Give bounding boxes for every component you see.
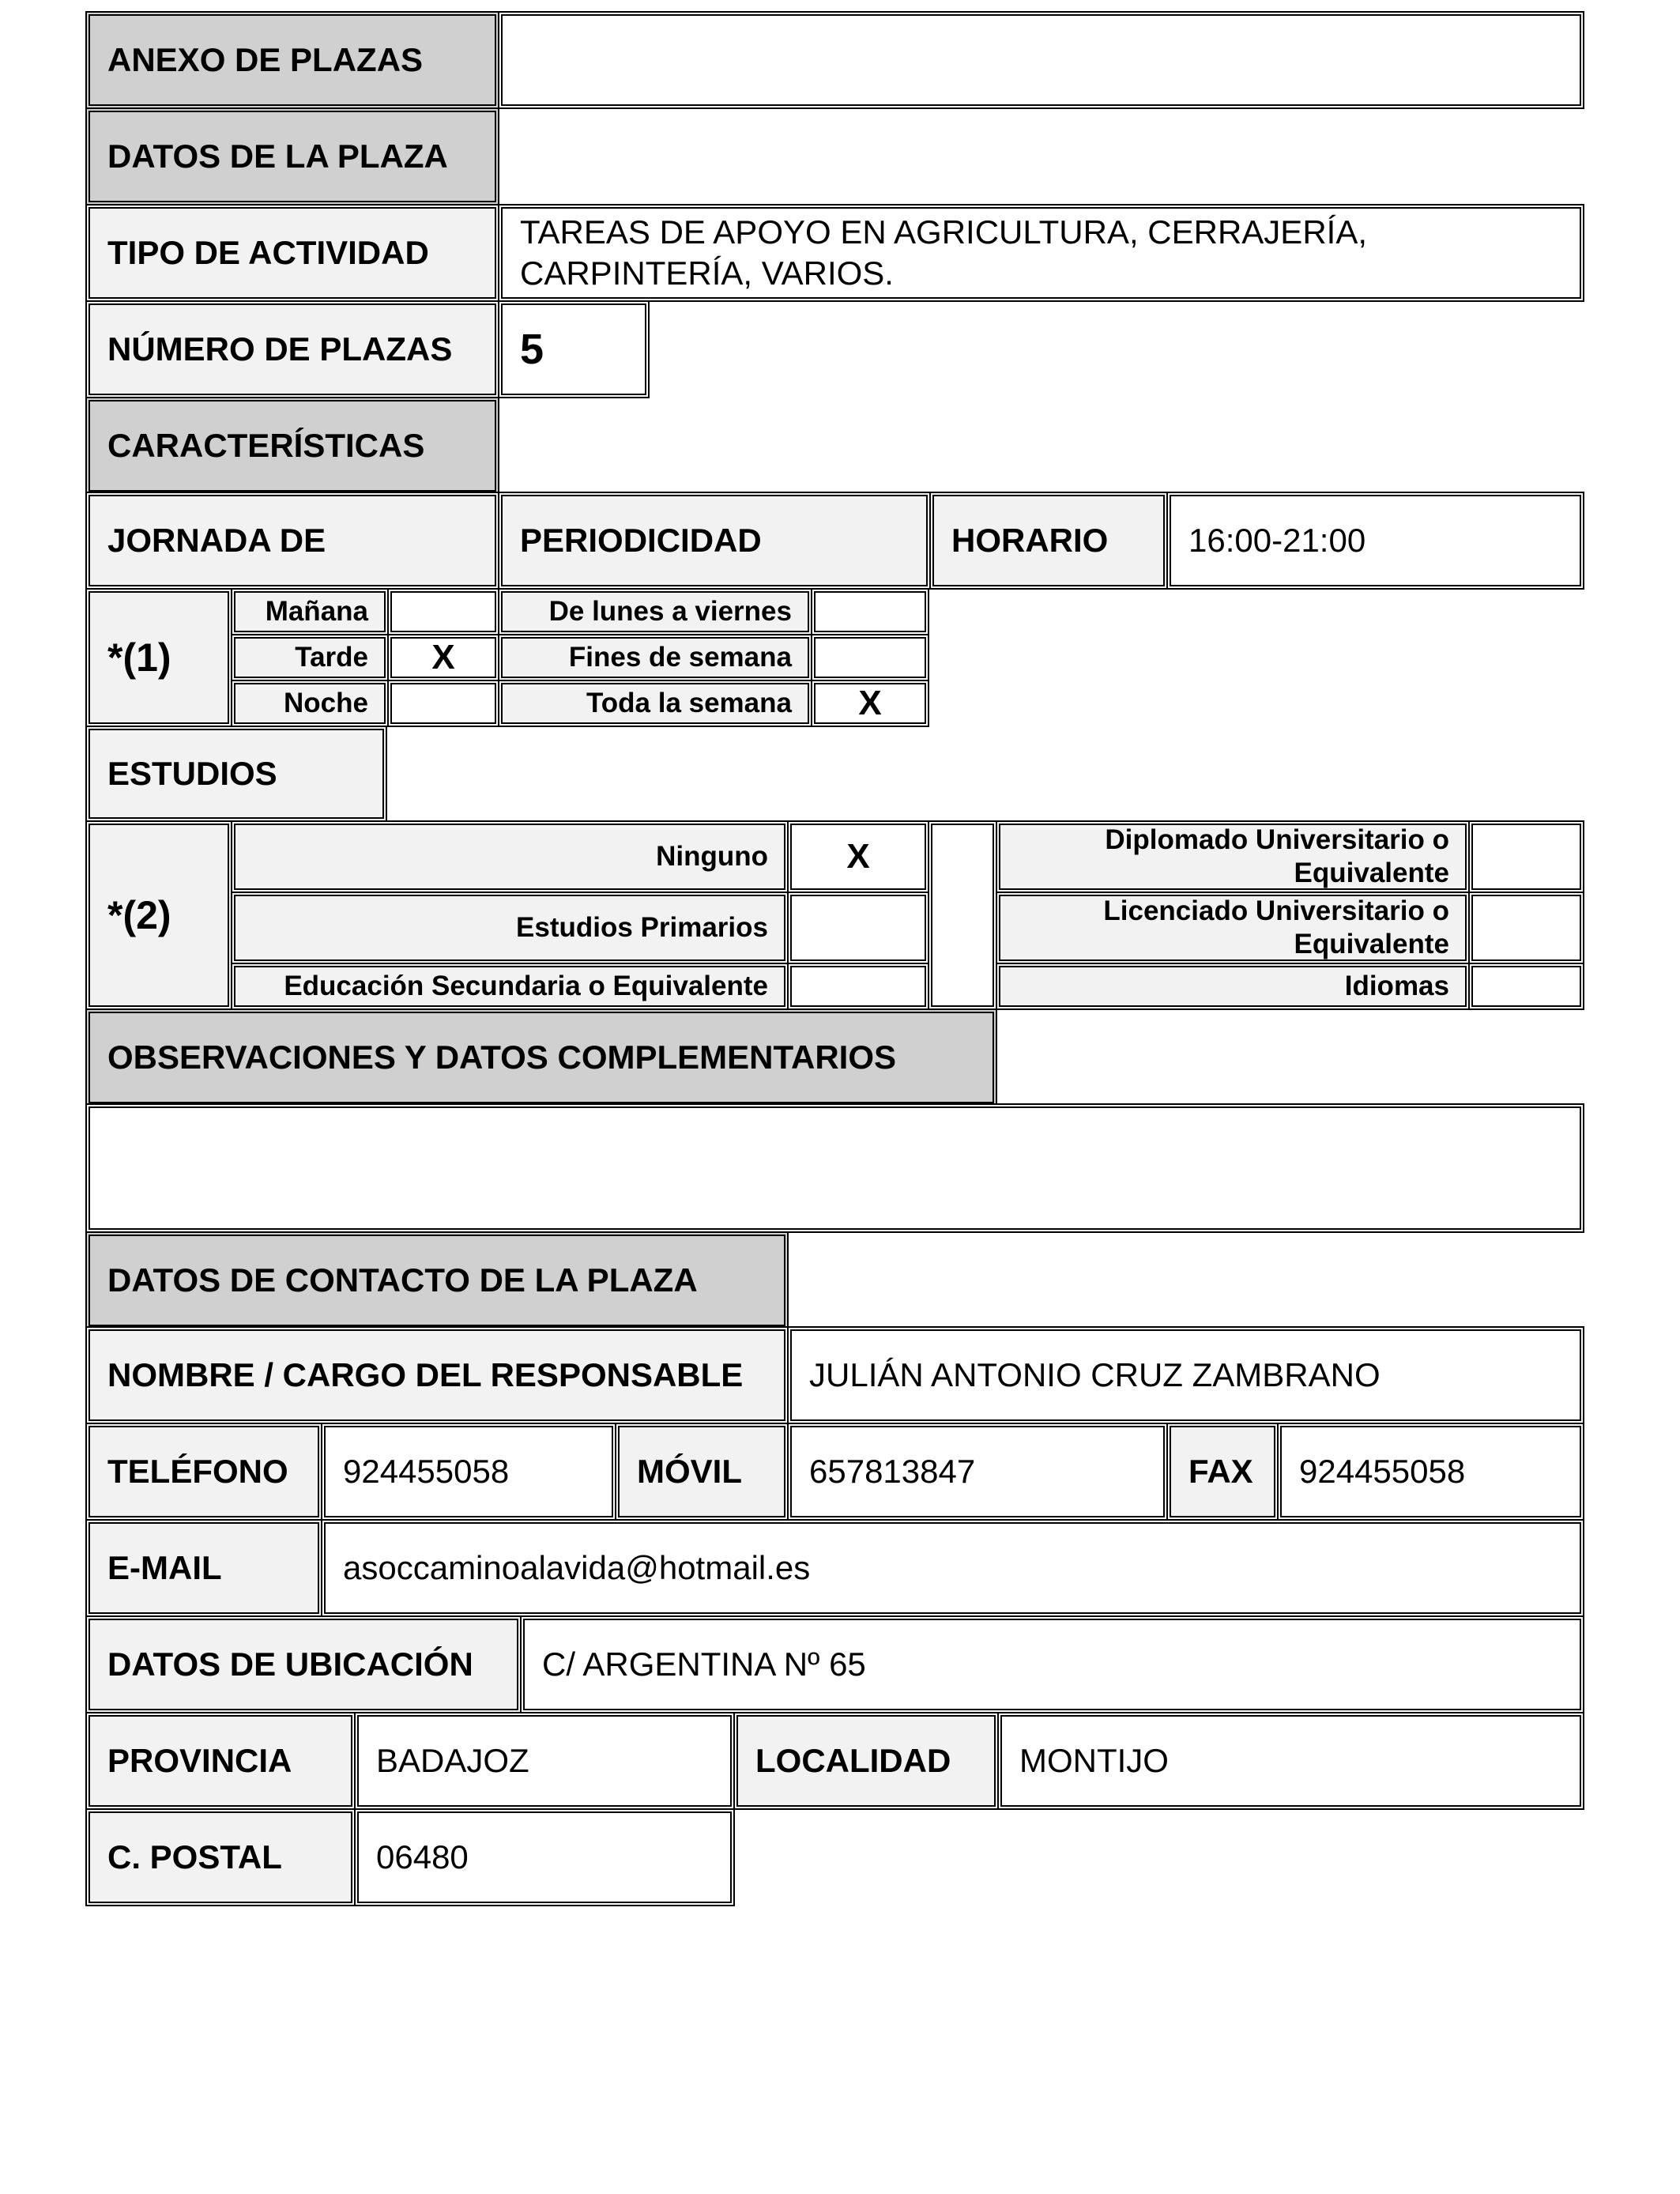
periodicidad-weekends-label: Fines de semana	[498, 634, 812, 681]
activity-value: TAREAS DE APOYO EN AGRICULTURA, CERRAJERÍA, CARPINTERÍA, VARIOS.	[498, 204, 1584, 302]
periodicidad-allweek-mark: X	[811, 680, 929, 727]
province-value: BADAJOZ	[354, 1712, 735, 1810]
phone-value: 924455058	[321, 1423, 616, 1521]
periodicidad-allweek-label: Toda la semana	[498, 680, 812, 727]
horario-value: 16:00-21:00	[1166, 492, 1584, 590]
places-count-label: NÚMERO DE PLAZAS	[85, 300, 499, 398]
studies-note: *(2)	[85, 820, 232, 1010]
jornada-afternoon-mark: X	[387, 634, 499, 681]
location-label: DATOS DE UBICACIÓN	[85, 1615, 522, 1713]
jornada-header: JORNADA DE	[85, 492, 499, 590]
jornada-note: *(1)	[85, 588, 232, 727]
responsible-label: NOMBRE / CARGO DEL RESPONSABLE	[85, 1326, 789, 1424]
periodicidad-weekdays-mark	[811, 588, 929, 635]
province-label: PROVINCIA	[85, 1712, 356, 1810]
study-none-label: Ninguno	[231, 820, 789, 893]
postal-value: 06480	[354, 1808, 735, 1906]
studies-spacer	[928, 820, 997, 1010]
periodicidad-weekdays-label: De lunes a viernes	[498, 588, 812, 635]
places-count-value: 5	[498, 300, 650, 398]
study-languages-mark	[1468, 963, 1584, 1010]
study-secondary-mark	[787, 963, 929, 1010]
study-secondary-label: Educación Secundaria o Equivalente	[231, 963, 789, 1010]
study-licentiate-mark	[1468, 892, 1584, 964]
address-value: C/ ARGENTINA Nº 65	[520, 1615, 1584, 1713]
periodicidad-header: PERIODICIDAD	[498, 492, 931, 590]
studies-label: ESTUDIOS	[85, 726, 387, 822]
jornada-night-mark	[387, 680, 499, 727]
annex-value	[498, 11, 1584, 109]
jornada-afternoon-label: Tarde	[231, 634, 389, 681]
contact-section-label: DATOS DE CONTACTO DE LA PLAZA	[85, 1231, 789, 1329]
fax-value: 924455058	[1277, 1423, 1584, 1521]
annex-label: ANEXO DE PLAZAS	[85, 11, 499, 109]
jornada-morning-label: Mañana	[231, 588, 389, 635]
characteristics-label: CARACTERÍSTICAS	[85, 397, 499, 495]
fax-label: FAX	[1166, 1423, 1279, 1521]
study-none-mark: X	[787, 820, 929, 893]
study-primary-label: Estudios Primarios	[231, 892, 789, 964]
mobile-label: MÓVIL	[615, 1423, 789, 1521]
observations-value	[85, 1103, 1584, 1233]
locality-value: MONTIJO	[997, 1712, 1584, 1810]
study-diploma-label: Diplomado Universitario o Equivalente	[996, 820, 1470, 893]
activity-label: TIPO DE ACTIVIDAD	[85, 204, 499, 302]
jornada-night-label: Noche	[231, 680, 389, 727]
observations-label: OBSERVACIONES Y DATOS COMPLEMENTARIOS	[85, 1008, 997, 1106]
periodicidad-weekends-mark	[811, 634, 929, 681]
locality-label: LOCALIDAD	[733, 1712, 999, 1810]
study-diploma-mark	[1468, 820, 1584, 893]
responsible-value: JULIÁN ANTONIO CRUZ ZAMBRANO	[787, 1326, 1584, 1424]
horario-label: HORARIO	[929, 492, 1168, 590]
phone-label: TELÉFONO	[85, 1423, 322, 1521]
email-value: asoccaminoalavida@hotmail.es	[321, 1519, 1584, 1617]
email-label: E-MAIL	[85, 1519, 322, 1617]
jornada-morning-mark	[387, 588, 499, 635]
study-licentiate-label: Licenciado Universitario o Equivalente	[996, 892, 1470, 964]
study-languages-label: Idiomas	[996, 963, 1470, 1010]
study-primary-mark	[787, 892, 929, 964]
postal-label: C. POSTAL	[85, 1808, 356, 1906]
place-data-label: DATOS DE LA PLAZA	[85, 107, 499, 205]
mobile-value: 657813847	[787, 1423, 1168, 1521]
